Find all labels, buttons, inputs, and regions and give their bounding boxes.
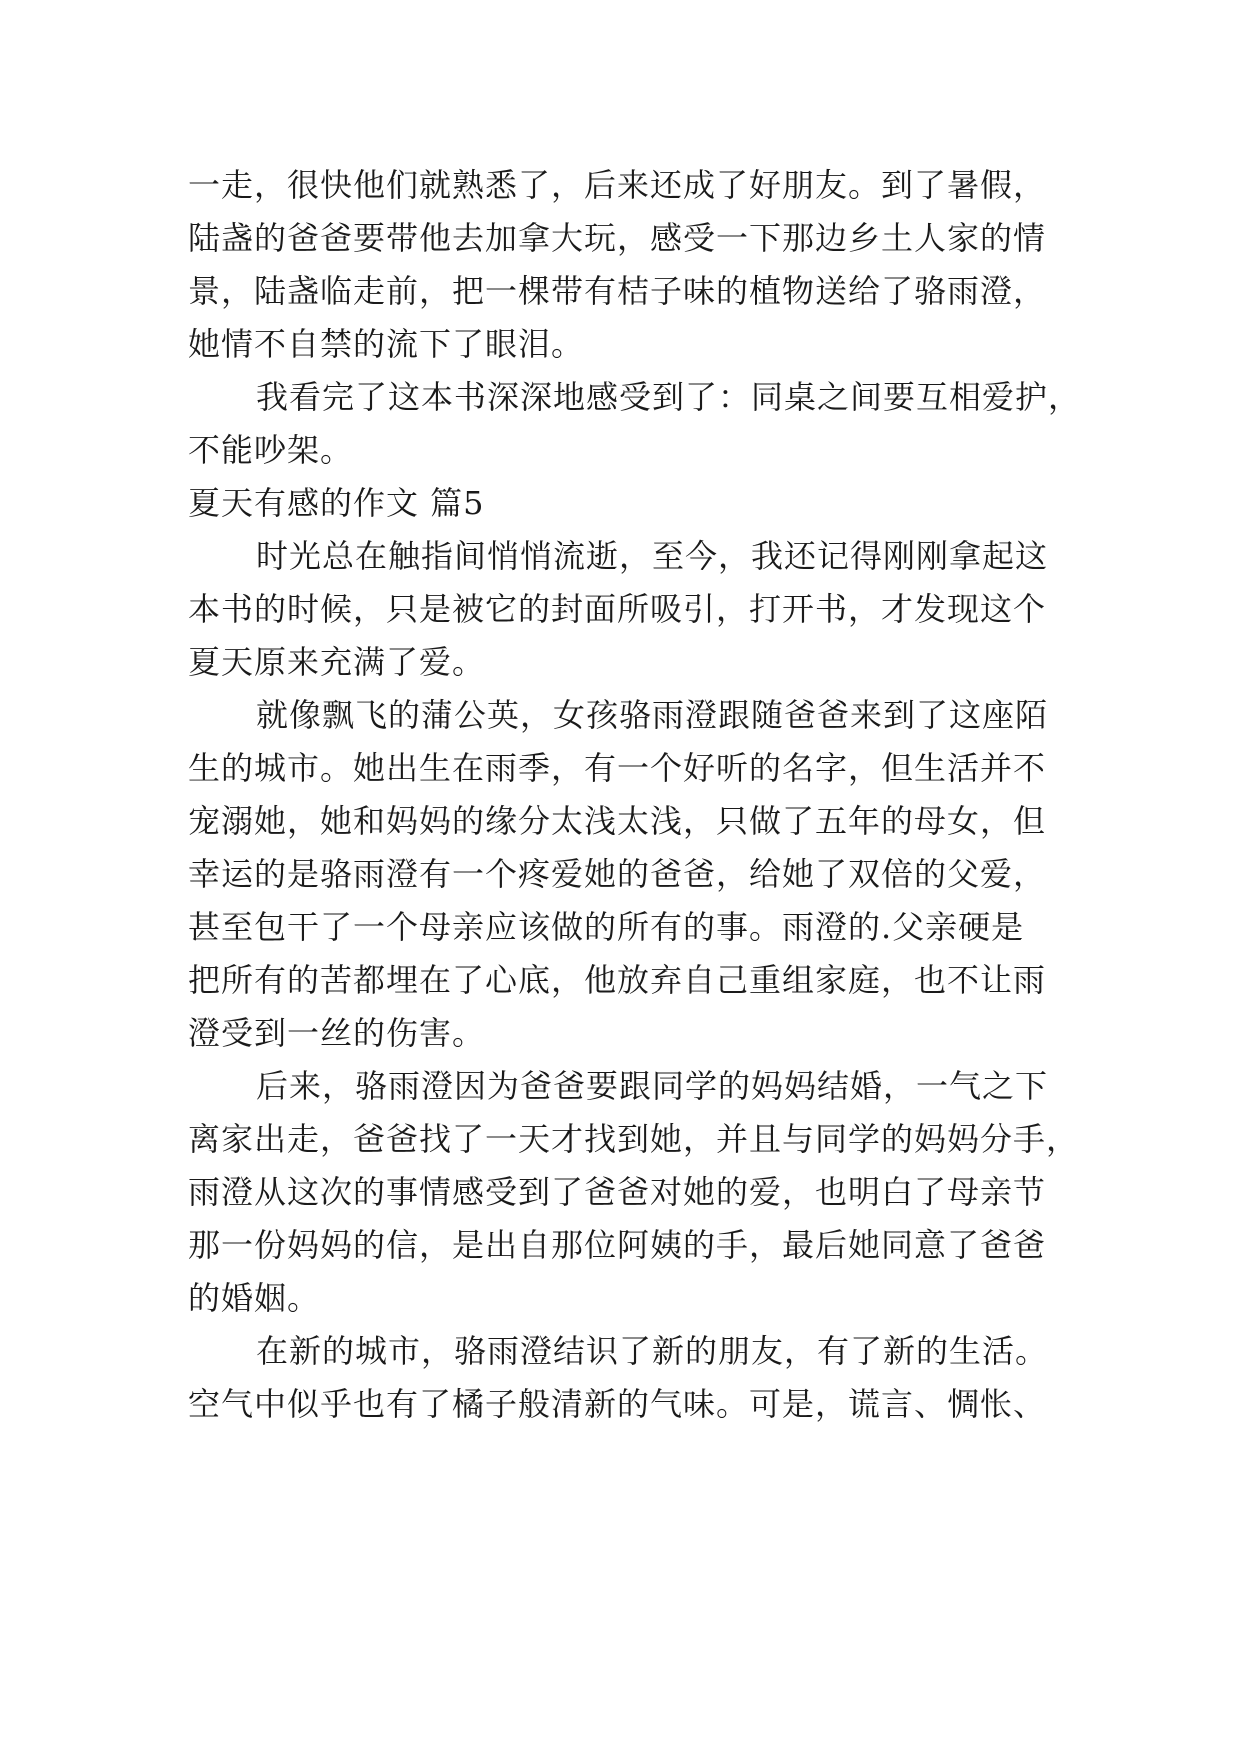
paragraph-line: 幸运的是骆雨澄有一个疼爱她的爸爸，给她了双倍的父爱，	[188, 855, 1047, 893]
section-heading-text: 夏天有感的作文 篇5	[188, 484, 485, 522]
paragraph-line: 生的城市。她出生在雨季，有一个好听的名字，但生活并不	[188, 749, 1047, 787]
paragraph-line: 就像飘飞的蒲公英，女孩骆雨澄跟随爸爸来到了这座陌	[256, 696, 1049, 734]
paragraph-line: 在新的城市，骆雨澄结识了新的朋友，有了新的生活。	[256, 1332, 1049, 1370]
paragraph-line: 景，陆盏临走前，把一棵带有桔子味的植物送给了骆雨澄，	[188, 272, 1047, 310]
paragraph-line: 本书的时候，只是被它的封面所吸引，打开书，才发现这个	[188, 590, 1047, 628]
paragraph	[188, 1325, 1068, 1431]
document-body	[188, 159, 1082, 1431]
paragraph-line: 宠溺她，她和妈妈的缘分太浅太浅，只做了五年的母女，但	[188, 802, 1047, 840]
paragraph-line: 陆盏的爸爸要带他去加拿大玩，感受一下那边乡土人家的情	[188, 219, 1047, 257]
paragraph-line: 我看完了这本书深深地感受到了：同桌之间要互相爱护，	[256, 378, 1082, 416]
paragraph	[188, 530, 1068, 689]
paragraph-line: 把所有的苦都埋在了心底，他放弃自己重组家庭，也不让雨	[188, 961, 1047, 999]
paragraph-line: 离家出走，爸爸找了一天才找到她，并且与同学的妈妈分手，	[188, 1120, 1080, 1158]
paragraph-line: 她情不自禁的流下了眼泪。	[188, 325, 585, 363]
paragraph-line: 后来，骆雨澄因为爸爸要跟同学的妈妈结婚，一气之下	[256, 1067, 1049, 1105]
paragraph-line: 甚至包干了一个母亲应该做的所有的事。雨澄的.父亲硬是	[188, 908, 1025, 946]
paragraph-line: 的婚姻。	[188, 1279, 321, 1317]
paragraph-line: 雨澄从这次的事情感受到了爸爸对她的爱，也明白了母亲节	[188, 1173, 1047, 1211]
paragraph-line: 澄受到一丝的伤害。	[188, 1014, 486, 1052]
paragraph-line: 一走，很快他们就熟悉了，后来还成了好朋友。到了暑假，	[188, 166, 1047, 204]
paragraph	[188, 371, 1082, 477]
continuation-paragraph	[188, 159, 1068, 371]
paragraph-line: 空气中似乎也有了橘子般清新的气味。可是，谎言、惆怅、	[188, 1385, 1047, 1423]
paragraph	[188, 1060, 1080, 1325]
paragraph-line: 那一份妈妈的信，是出自那位阿姨的手，最后她同意了爸爸	[188, 1226, 1047, 1264]
paragraph	[188, 689, 1068, 1060]
paragraph-line: 时光总在触指间悄悄流逝，至今，我还记得刚刚拿起这	[256, 537, 1049, 575]
section-heading	[188, 477, 1068, 530]
paragraph-line: 夏天原来充满了爱。	[188, 643, 486, 681]
paragraph-line: 不能吵架。	[188, 431, 354, 469]
